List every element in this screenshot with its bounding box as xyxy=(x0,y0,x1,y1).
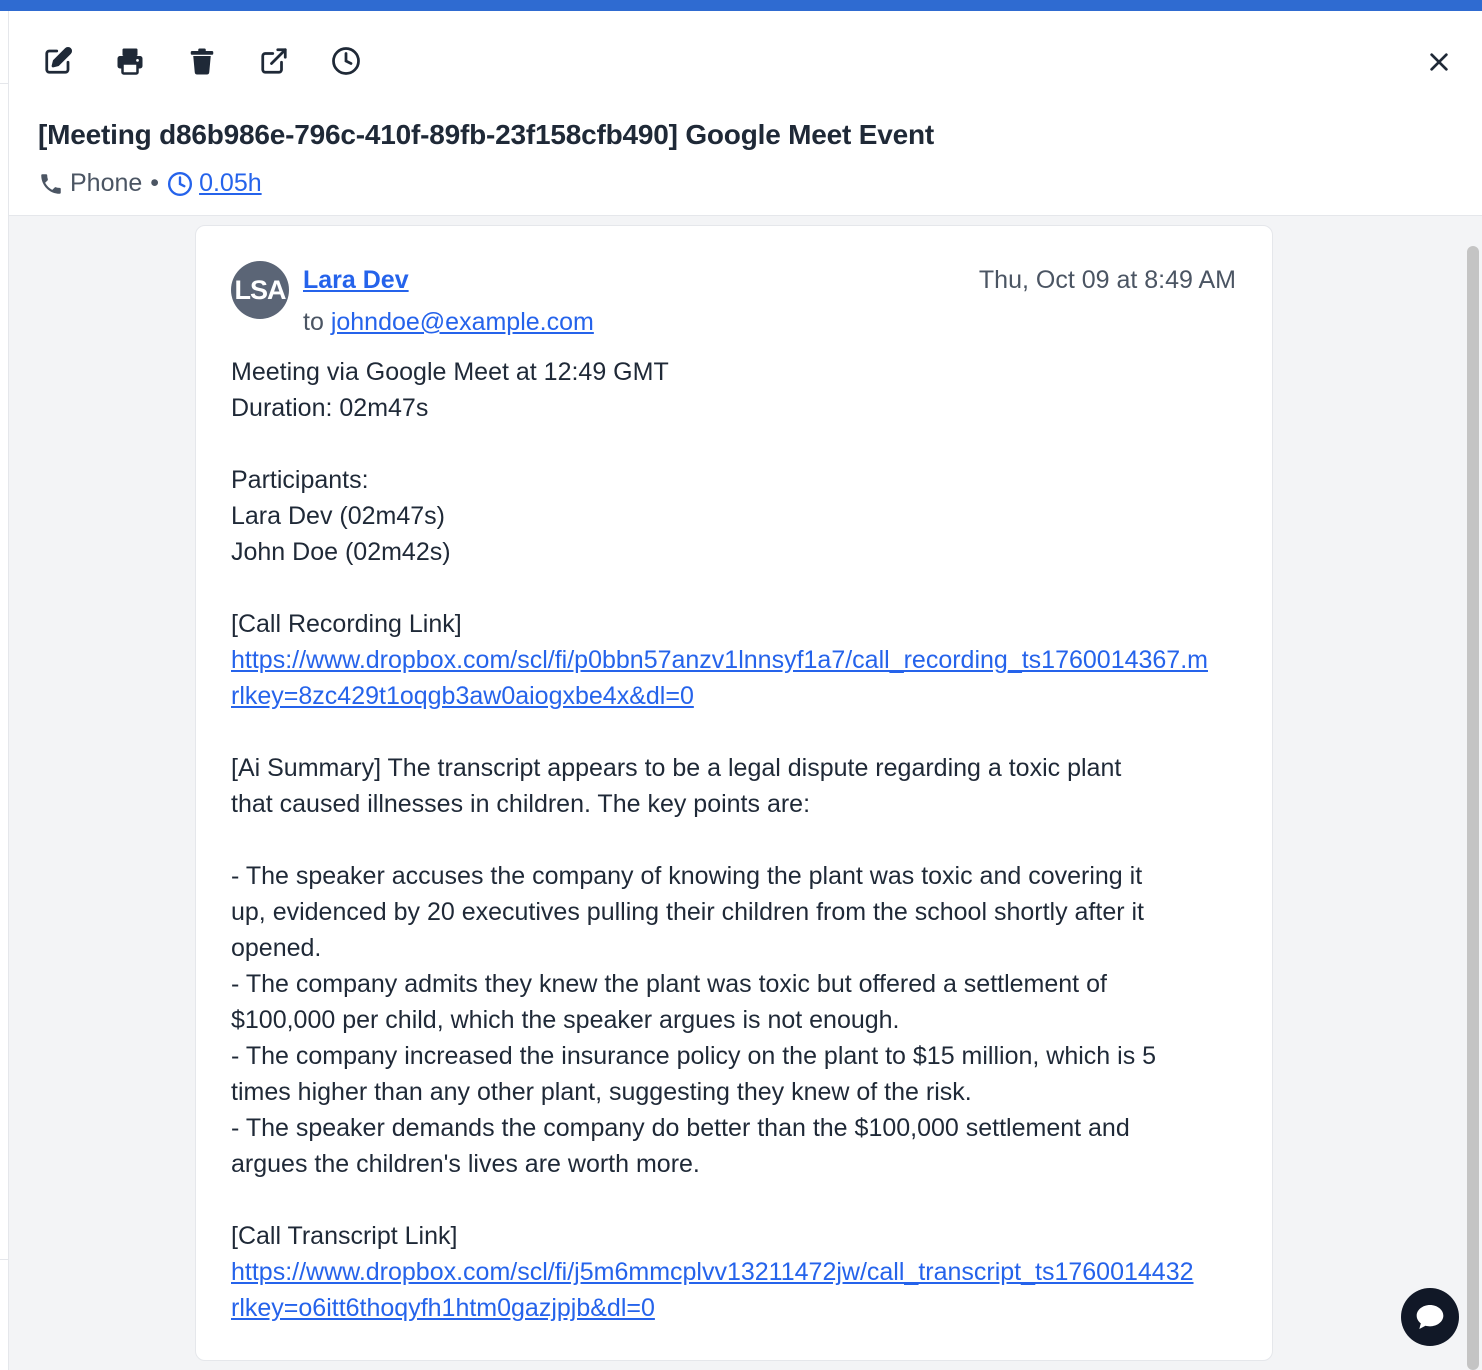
recording-heading: [Call Recording Link] xyxy=(231,610,462,638)
close-button[interactable] xyxy=(1424,47,1454,77)
summary-point-line: - The speaker demands the company do better than the $100,000 settlement and xyxy=(231,1114,1130,1142)
print-icon xyxy=(115,46,145,76)
message-scroll-area[interactable] xyxy=(9,216,1482,1370)
external-link-icon xyxy=(259,46,289,76)
activity-meta xyxy=(38,169,262,198)
duration-link[interactable]: 0.05h xyxy=(199,169,262,197)
left-panel-edge xyxy=(0,11,9,1370)
message-card xyxy=(195,225,1273,1361)
summary-point-line: - The speaker accuses the company of knowing the plant was toxic and covering it xyxy=(231,862,1143,890)
summary-line: [Ai Summary] The transcript appears to be a legal dispute regarding a toxic plant xyxy=(231,754,1122,782)
summary-point-line: times higher than any other plant, suggesting they knew of the risk. xyxy=(231,1078,972,1106)
summary-point-line: opened. xyxy=(231,934,322,962)
history-button[interactable] xyxy=(330,45,362,77)
message-body xyxy=(231,354,1271,1326)
top-accent-bar xyxy=(0,0,1482,11)
summary-line: that caused illnesses in children. The key points are: xyxy=(231,790,811,818)
phone-icon xyxy=(38,171,64,197)
duration-clock-icon xyxy=(167,171,193,197)
message-timestamp: Thu, Oct 09 at 8:49 AM xyxy=(978,266,1236,294)
close-icon xyxy=(1428,51,1450,73)
edit-icon xyxy=(43,46,73,76)
to-prefix: to xyxy=(303,308,324,336)
edit-button[interactable] xyxy=(42,45,74,77)
open-external-button[interactable] xyxy=(258,45,290,77)
recipient-line xyxy=(303,308,594,337)
trash-icon xyxy=(187,46,217,76)
summary-point-line: up, evidenced by 20 executives pulling their children from the school shortly after it xyxy=(231,898,1144,926)
transcript-link-continued[interactable]: rlkey=o6itt6thoqyfh1htm0gazjpjb&dl=0 xyxy=(231,1294,655,1322)
chat-widget-button[interactable] xyxy=(1401,1288,1459,1346)
clock-icon xyxy=(331,46,361,76)
transcript-heading: [Call Transcript Link] xyxy=(231,1222,458,1250)
transcript-link[interactable]: https://www.dropbox.com/scl/fi/j5m6mmcplvv13211472jw/call_transcript_ts1760014432 xyxy=(231,1258,1194,1286)
summary-point-line: $100,000 per child, which the speaker argues is not enough. xyxy=(231,1006,900,1034)
participants-heading: Participants: xyxy=(231,466,369,494)
chat-bubble-icon xyxy=(1414,1301,1446,1333)
recipient-link[interactable]: johndoe@example.com xyxy=(330,308,594,336)
toolbar xyxy=(42,45,362,77)
recording-link[interactable]: https://www.dropbox.com/scl/fi/p0bbn57anzv1lnnsyf1a7/call_recording_ts1760014367.m xyxy=(231,646,1208,674)
sender-link[interactable]: Lara Dev xyxy=(303,266,409,294)
delete-button[interactable] xyxy=(186,45,218,77)
recording-link-continued[interactable]: rlkey=8zc429t1oqgb3aw0aiogxbe4x&dl=0 xyxy=(231,682,694,710)
body-line: Meeting via Google Meet at 12:49 GMT xyxy=(231,358,669,386)
avatar: LSA xyxy=(231,261,289,319)
participant-item: Lara Dev (02m47s) xyxy=(231,502,445,530)
participant-item: John Doe (02m42s) xyxy=(231,538,451,566)
channel-label: Phone xyxy=(70,169,143,197)
print-button[interactable] xyxy=(114,45,146,77)
detail-header xyxy=(9,11,1482,216)
summary-point-line: argues the children's lives are worth more. xyxy=(231,1150,700,1178)
summary-point-line: - The company increased the insurance policy on the plant to $15 million, which is 5 xyxy=(231,1042,1157,1070)
summary-point-line: - The company admits they knew the plant was toxic but offered a settlement of xyxy=(231,970,1107,998)
scrollbar-thumb[interactable] xyxy=(1467,246,1479,1370)
body-line: Duration: 02m47s xyxy=(231,394,429,422)
meta-separator: • xyxy=(150,169,160,197)
page-title: [Meeting d86b986e-796c-410f-89fb-23f158cfb490] Google Meet Event xyxy=(38,119,934,150)
